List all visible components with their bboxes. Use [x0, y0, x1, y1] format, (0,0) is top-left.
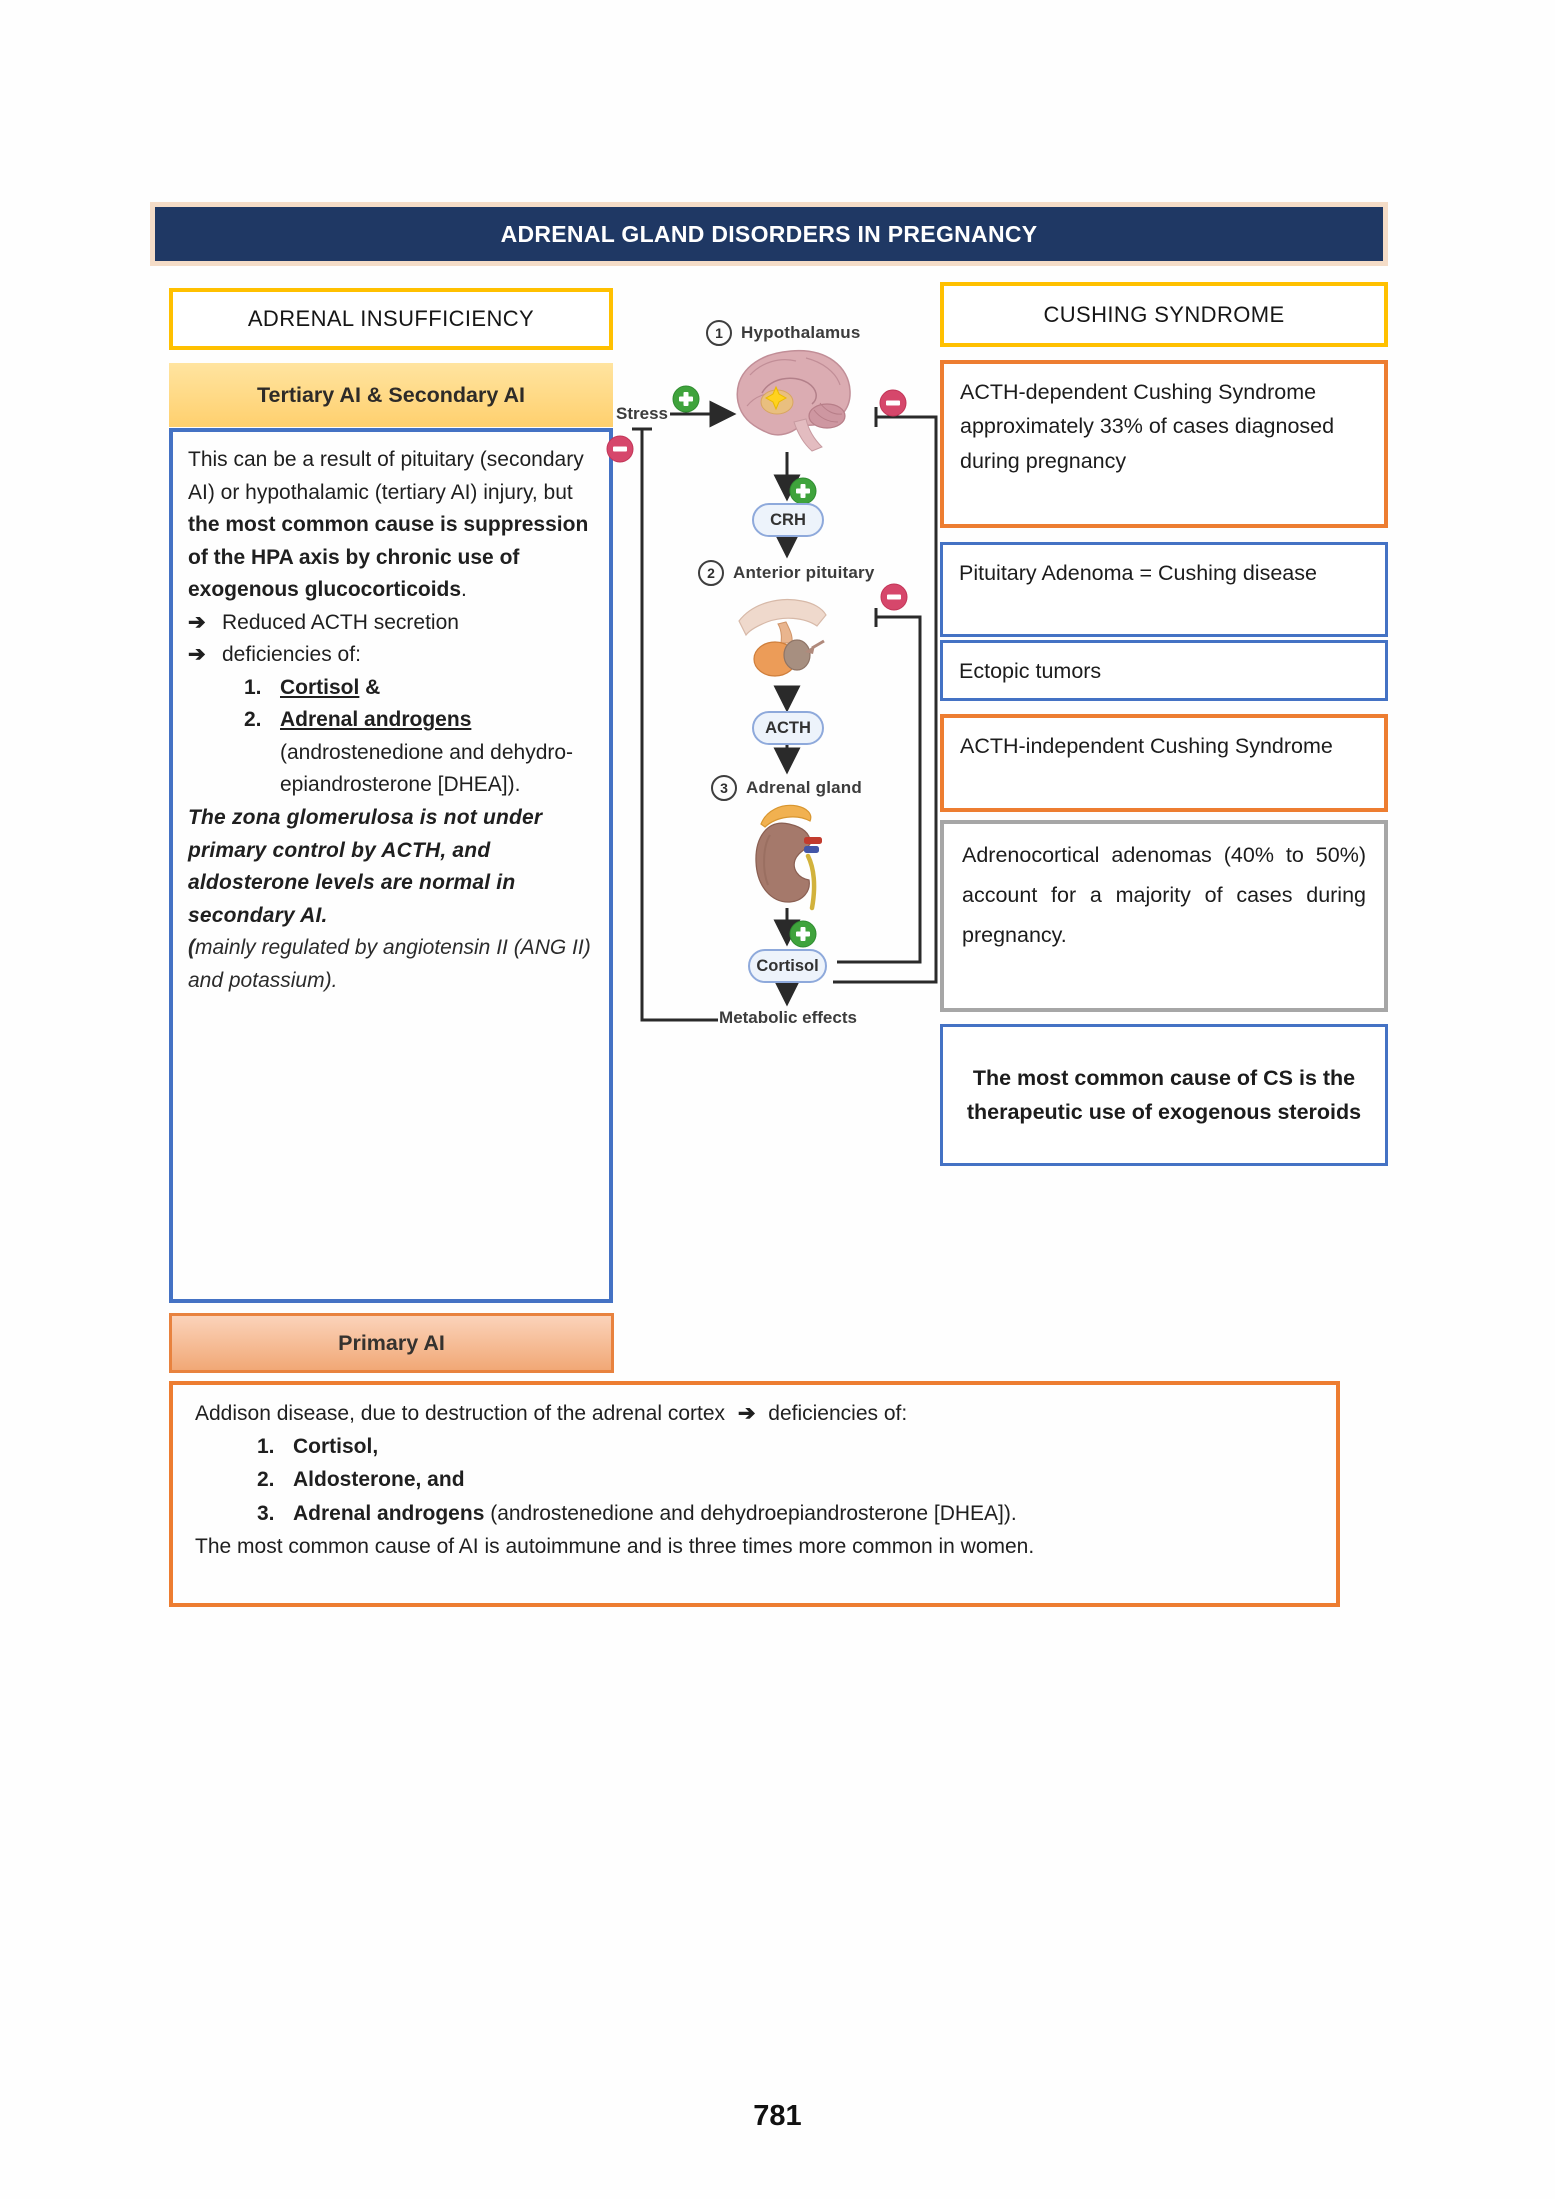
ectopic-tumors-box: Ectopic tumors [940, 640, 1388, 701]
step-number-badge: 3 [711, 775, 737, 801]
list-item [257, 1463, 1314, 1496]
cushing-syndrome-title-box [940, 282, 1388, 347]
list-item-text [293, 1497, 1017, 1530]
primary-ai-label: Primary AI [338, 1330, 445, 1355]
ai-common-cause-text: The most common cause of AI is autoimmune and is three times more common in women. [195, 1534, 1035, 1558]
node-label: Hypothalamus [741, 323, 861, 342]
intro-bold-text: the most common cause is suppression of the HPA axis by chronic use of exogenous glucocorticoids [188, 513, 589, 602]
list-rest: (androstenedione and dehydroepiandrosterone [DHEA]). [484, 1501, 1017, 1525]
acth-independent-box: ACTH-independent Cushing Syndrome [940, 714, 1388, 812]
list-item [244, 704, 593, 802]
adrenal-insufficiency-title: ADRENAL INSUFFICIENCY [247, 306, 535, 331]
adrenal-insufficiency-body-box [169, 428, 613, 1303]
addison-intro-text: Addison disease, due to destruction of the adrenal cortex [195, 1402, 731, 1425]
list-item [257, 1430, 1314, 1463]
tertiary-secondary-ai-header [169, 363, 613, 427]
pituitary-illustration [739, 600, 826, 676]
node-adrenal-gland [711, 775, 862, 801]
minus-icon [880, 390, 906, 416]
primary-ai-body-box [169, 1381, 1340, 1607]
intro-paragraph [188, 444, 593, 607]
arrow-bullet [188, 639, 593, 672]
arrow-bullet [188, 607, 593, 640]
arrow-bullet-text: deficiencies of: [222, 643, 361, 667]
node-label: Anterior pituitary [733, 563, 875, 582]
zona-glomerulosa-note: The zona glomerulosa is not under primary control by ACTH, and aldosterone levels are normal in secondary AI. [188, 806, 543, 927]
arrow-right-icon: ➔ [737, 1402, 756, 1425]
adrenocortical-adenomas-box: Adrenocortical adenomas (40% to 50%) account for a majority of cases during pregnancy. [940, 820, 1388, 1012]
list-term: Adrenal androgens [280, 708, 472, 732]
cortisol-pill: Cortisol [748, 949, 827, 983]
plus-icon [790, 478, 816, 504]
brain-illustration [737, 351, 850, 451]
list-term: Adrenal androgens [293, 1501, 485, 1525]
addison-intro [195, 1397, 1314, 1430]
list-item [244, 672, 593, 705]
list-item-text [293, 1463, 465, 1496]
metabolic-effects-label: Metabolic effects [719, 1008, 857, 1027]
list-number: 2. [257, 1468, 275, 1492]
list-item-text [280, 704, 593, 802]
pituitary-adenoma-box: Pituitary Adenoma = Cushing disease [940, 542, 1388, 637]
node-hypothalamus [706, 320, 861, 346]
step-number-badge: 2 [698, 560, 724, 586]
regulation-note-text: mainly regulated by angiotensin II (ANG II) and potassium). [188, 936, 591, 992]
list-term: Cortisol, [293, 1435, 379, 1459]
minus-icon [607, 436, 633, 462]
node-label: Adrenal gland [746, 778, 862, 797]
adrenal-insufficiency-title-box [169, 288, 613, 350]
plus-icon [673, 386, 699, 412]
primary-ai-header [169, 1313, 614, 1373]
list-item-text [280, 672, 380, 705]
crh-pill: CRH [752, 503, 824, 537]
cs-common-cause-box: The most common cause of CS is the therapeutic use of exogenous steroids [940, 1024, 1388, 1166]
stress-label: Stress [616, 404, 668, 423]
page-number: 781 [753, 2100, 802, 2132]
list-number: 3. [257, 1501, 275, 1525]
intro-text: This can be a result of pituitary (secondary AI) or hypothalamic (tertiary AI) injury, but [188, 448, 584, 504]
list-rest: (androstenedione and dehydro-epiandrosterone [DHEA]). [280, 740, 574, 797]
cushing-syndrome-title: CUSHING SYNDROME [1043, 301, 1285, 327]
arrow-right-icon: ➔ [188, 610, 206, 634]
minus-icon [881, 584, 907, 610]
page-banner [150, 202, 1388, 266]
list-number: 1. [257, 1435, 275, 1459]
list-item [257, 1497, 1314, 1530]
list-number: 1. [244, 675, 262, 699]
list-term: Cortisol [280, 675, 360, 699]
node-anterior-pituitary [698, 560, 875, 586]
acth-pill: ACTH [752, 711, 824, 745]
page-title: ADRENAL GLAND DISORDERS IN PREGNANCY [500, 220, 1038, 247]
acth-dependent-box: ACTH-dependent Cushing Syndrome approximately 33% of cases diagnosed during pregnancy [940, 360, 1388, 528]
list-number: 2. [244, 708, 262, 732]
intro-period: . [461, 578, 467, 602]
arrow-bullet-text: Reduced ACTH secretion [222, 610, 459, 634]
step-number-badge: 1 [706, 320, 732, 346]
addison-intro-after: deficiencies of: [762, 1402, 908, 1425]
list-item-text [293, 1430, 378, 1463]
kidney-adrenal-illustration [756, 805, 822, 908]
regulation-note [188, 932, 593, 997]
paren: ( [188, 936, 195, 960]
list-term: Aldosterone, and [293, 1468, 465, 1492]
tertiary-secondary-ai-label: Tertiary AI & Secondary AI [256, 382, 526, 407]
plus-icon [790, 921, 816, 947]
arrow-right-icon: ➔ [188, 643, 206, 667]
list-rest: & [359, 675, 381, 699]
